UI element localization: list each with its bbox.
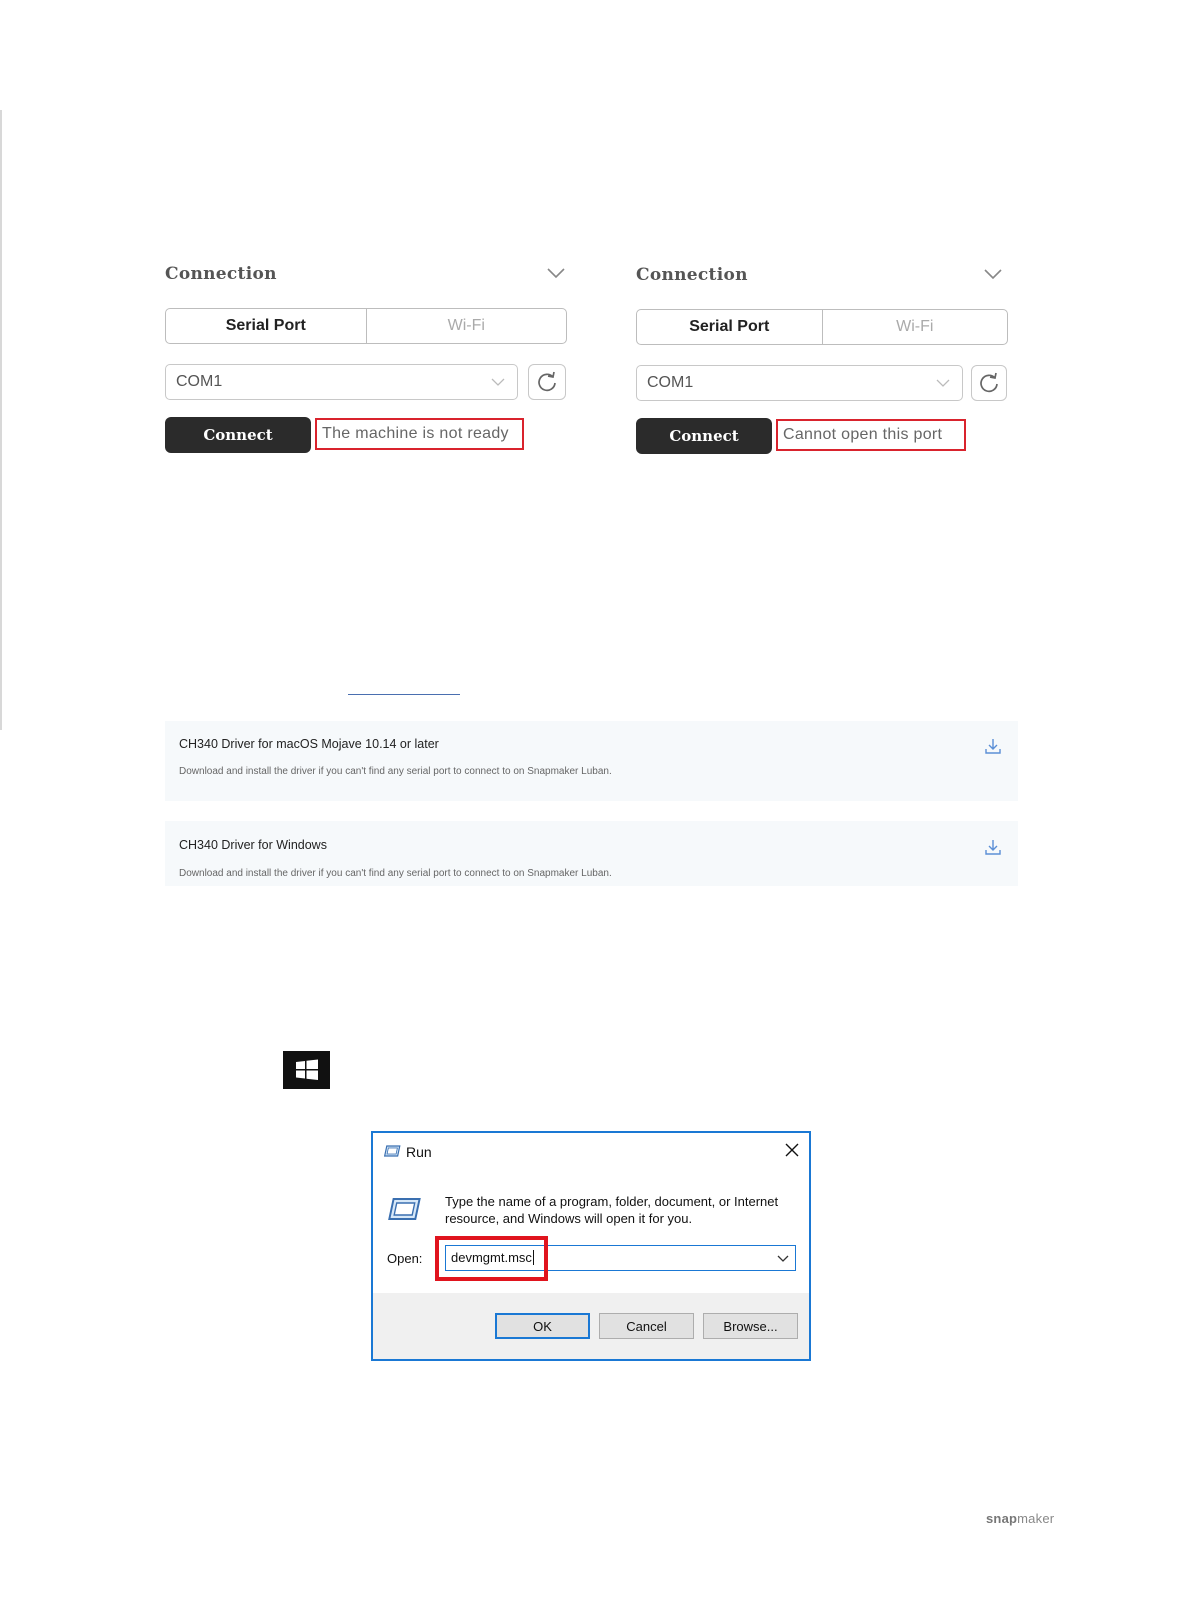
connection-panel-left [165, 262, 570, 444]
highlight-box [435, 1236, 548, 1281]
browse-button[interactable]: Browse... [703, 1313, 798, 1339]
panel-title: Connection [165, 264, 277, 284]
refresh-button[interactable] [971, 365, 1007, 401]
driver-card-windows[interactable] [165, 821, 1018, 886]
run-app-icon [384, 1145, 402, 1159]
download-icon[interactable] [984, 838, 1002, 856]
status-message: The machine is not ready [315, 418, 524, 450]
panel-title: Connection [636, 265, 748, 285]
driver-title: CH340 Driver for macOS Mojave 10.14 or later [179, 737, 439, 751]
status-message: Cannot open this port [776, 419, 966, 451]
chevron-down-icon [936, 378, 950, 388]
refresh-button[interactable] [528, 364, 566, 400]
open-input-value: devmgmt.msc [451, 1250, 532, 1265]
tab-wifi[interactable]: Wi-Fi [896, 318, 934, 335]
chevron-down-icon[interactable] [983, 267, 1003, 281]
tab-serial-port[interactable]: Serial Port [166, 309, 367, 343]
panel-header[interactable] [165, 262, 570, 292]
ok-button[interactable]: OK [495, 1313, 590, 1339]
run-app-icon [388, 1197, 424, 1225]
hyperlink-underline[interactable] [348, 694, 460, 695]
run-title: Run [406, 1144, 432, 1160]
run-footer [373, 1293, 809, 1359]
run-titlebar[interactable] [373, 1133, 809, 1169]
tab-serial-port[interactable]: Serial Port [637, 310, 823, 344]
brand-logo-light: maker [1017, 1511, 1055, 1526]
chevron-down-icon [491, 377, 505, 387]
driver-card-macos[interactable] [165, 721, 1018, 801]
download-icon[interactable] [984, 737, 1002, 755]
connection-tabs [636, 309, 1008, 345]
connection-panel-right [636, 263, 1041, 445]
run-description: Type the name of a program, folder, document, or Internet resource, and Windows will open it for you. [445, 1194, 779, 1226]
refresh-icon [536, 371, 558, 393]
connect-button[interactable]: Connect [636, 418, 772, 454]
brand-logo [986, 1511, 1054, 1526]
page-edge-line [0, 110, 2, 730]
close-icon[interactable] [783, 1141, 801, 1159]
connection-tabs [165, 308, 567, 344]
port-select-value: COM1 [176, 373, 223, 390]
windows-key-icon [283, 1051, 330, 1089]
driver-description: Download and install the driver if you can't find any serial port to connect to on Snapmaker Luban. [179, 868, 612, 879]
port-select[interactable] [165, 364, 518, 400]
open-label: Open: [387, 1251, 423, 1266]
run-dialog [371, 1131, 811, 1361]
cancel-button[interactable]: Cancel [599, 1313, 694, 1339]
driver-description: Download and install the driver if you can't find any serial port to connect to on Snapmaker Luban. [179, 766, 612, 777]
tab-wifi[interactable]: Wi-Fi [447, 317, 485, 334]
connect-button[interactable]: Connect [165, 417, 311, 453]
chevron-down-icon[interactable] [777, 1254, 789, 1263]
driver-title: CH340 Driver for Windows [179, 838, 327, 852]
refresh-icon [978, 372, 1000, 394]
brand-logo-strong: snap [986, 1511, 1018, 1526]
port-select[interactable] [636, 365, 963, 401]
panel-header[interactable] [636, 263, 1007, 293]
port-select-value: COM1 [647, 374, 694, 391]
chevron-down-icon[interactable] [546, 266, 566, 280]
